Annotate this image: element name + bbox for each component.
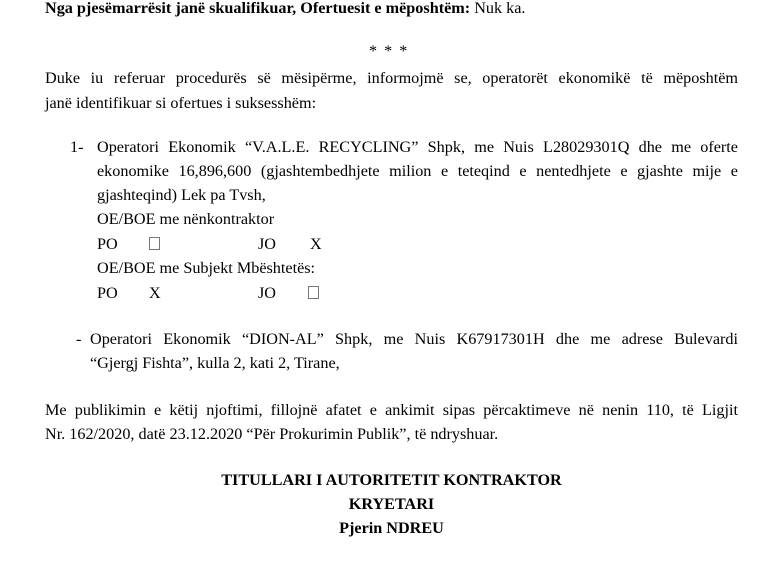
subcontractor-jo-mark: X — [310, 235, 322, 253]
intro-line-1: Duke iu referuar procedurës së mësipërme, informojmë se, operatorët ekonomikë të mëposhtëm — [45, 69, 738, 87]
signature-title: TITULLARI I AUTORITETIT KONTRAKTOR — [221, 471, 562, 489]
subcontractor-label: OE/BOE me nënkontraktor — [97, 210, 275, 228]
other-operator-bullet: - — [76, 330, 82, 348]
signature-role: KRYETARI — [348, 495, 435, 513]
other-operator-line-2: “Gjergj Fishta”, kulla 2, kati 2, Tirane, — [90, 354, 340, 372]
publication-line-2: Nr. 162/2020, datë 23.12.2020 “Për Prokurimin Publik”, të ndryshuar. — [45, 425, 499, 443]
disqualified-line — [45, 0, 525, 18]
publication-line-1: Me publikimin e këtij njoftimi, fillojnë afatet e ankimit sipas përcaktimeve në nenin 110, të Ligjit — [45, 401, 738, 419]
empty-checkbox-icon — [308, 286, 319, 299]
winner-line-3: gjashteqind) Lek pa Tvsh, — [97, 186, 266, 204]
subcontractor-po-checkbox — [149, 234, 160, 254]
winner-line-2: ekonomike 16,896,600 (gjashtembedhjete milion e teteqind e nentedhjete e gjashte mije e — [97, 162, 738, 180]
support-jo-label: JO — [258, 284, 276, 302]
empty-checkbox-icon — [149, 237, 160, 250]
intro-line-2: janë identifikuar si ofertues i suksesshëm: — [45, 94, 317, 112]
subcontractor-po-label: PO — [97, 235, 118, 253]
section-separator: * * * — [369, 42, 408, 60]
support-jo-checkbox — [308, 283, 319, 303]
support-po-label: PO — [97, 284, 118, 302]
disqualified-value: Nuk ka. — [474, 0, 526, 17]
winner-line-1: Operatori Ekonomik “V.A.L.E. RECYCLING” Shpk, me Nuis L28029301Q dhe me oferte — [97, 138, 738, 156]
subcontractor-jo-label: JO — [258, 235, 276, 253]
other-operator-line-1: Operatori Ekonomik “DION-AL” Shpk, me Nuis K67917301H dhe me adrese Bulevardi — [90, 330, 738, 348]
support-label: OE/BOE me Subjekt Mbështetës: — [97, 259, 316, 277]
winner-item-number: 1- — [70, 138, 84, 156]
disqualified-label: Nga pjesëmarrësit janë skualifikuar, Ofertuesit e mëposhtëm: — [45, 0, 471, 17]
support-po-mark: X — [149, 284, 161, 302]
signature-name: Pjerin NDREU — [339, 519, 444, 537]
